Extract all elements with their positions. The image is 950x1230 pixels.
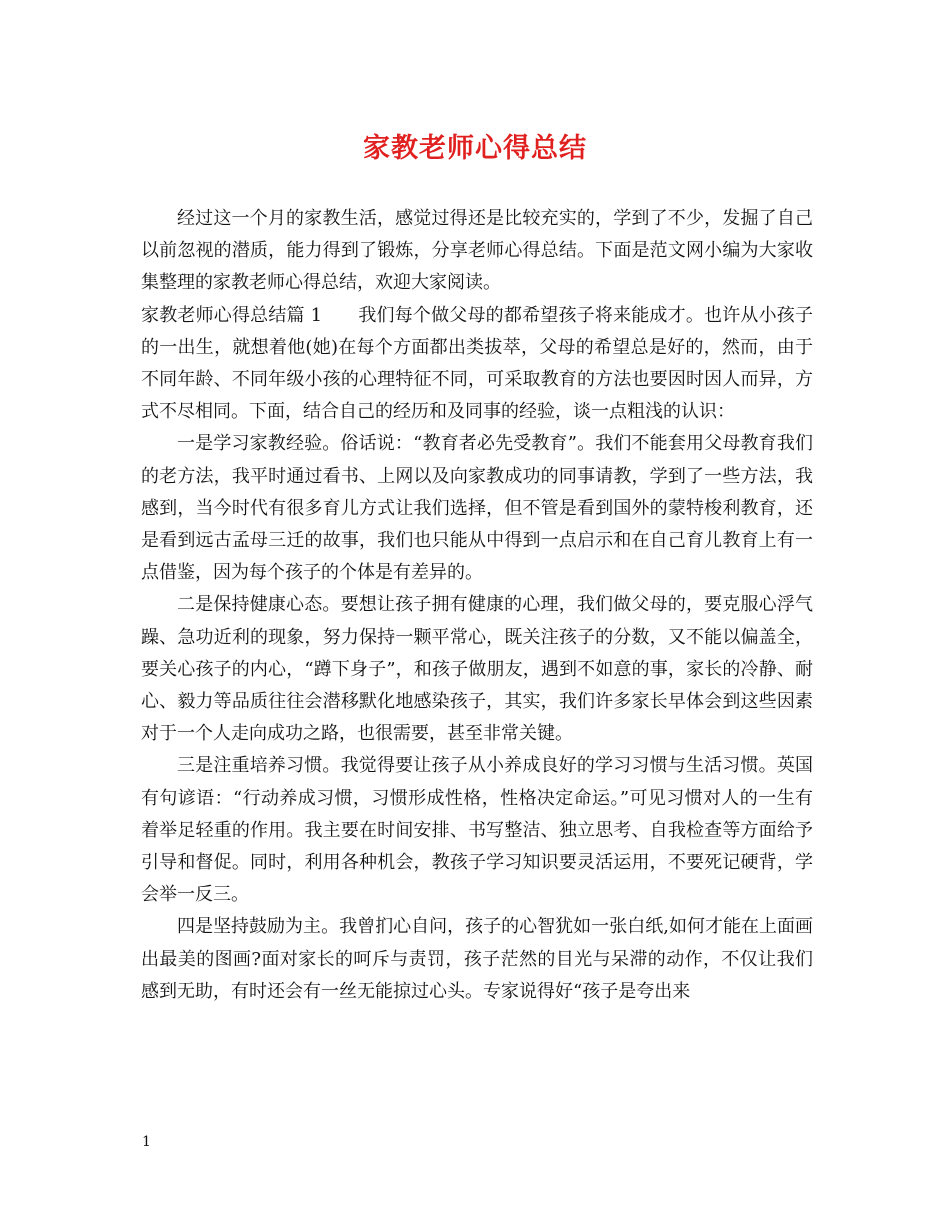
body-paragraph-1: 一是学习家教经验。俗话说：“教育者必先受教育”。我们不能套用父母教育我们的老方法，我平时通过看书、上网以及向家教成功的同事请教，学到了一些方法，我感到，当今时代有很多育儿方式让我们选择，但不管是看到国外的蒙特梭利教育，还是看到远古孟母三迁的故事，我们也只能从中得到一点启示和在自己育儿教育上有一点借鉴，因为每个孩子的个体是有差异的。	[141, 433, 813, 584]
intro-paragraph: 经过这一个月的家教生活，感觉过得还是比较充实的，学到了不少，发掘了自己以前忽视的潜质，能力得到了锻炼，分享老师心得总结。下面是范文网小编为大家收集整理的家教老师心得总结，欢迎大家阅读。	[141, 208, 813, 294]
body-paragraph-4: 四是坚持鼓励为主。我曾扪心自问，孩子的心智犹如一张白纸,如何才能在上面画出最美的图画?面对家长的呵斥与责罚，孩子茫然的目光与呆滞的动作，不仅让我们感到无助，有时还会有一丝无能掠过心头。专家说得好“孩子是夸出来	[141, 916, 813, 1002]
section-heading: 家教老师心得总结篇 1	[141, 304, 323, 326]
body-paragraph-3: 三是注重培养习惯。我觉得要让孩子从小养成良好的学习习惯与生活习惯。英国有句谚语：“行动养成习惯，习惯形成性格，性格决定命运。”可见习惯对人的一生有着举足轻重的作用。我主要在时间安排、书写整洁、独立思考、自我检查等方面给予引导和督促。同时，利用各种机会，教孩子学习知识要灵活运用，不要死记硬背，学会举一反三。	[141, 755, 813, 906]
document-title: 家教老师心得总结	[363, 133, 587, 164]
body-paragraph-2: 二是保持健康心态。要想让孩子拥有健康的心理，我们做父母的，要克服心浮气躁、急功近利的现象，努力保持一颗平常心，既关注孩子的分数，又不能以偏盖全，要关心孩子的内心，“蹲下身子”，和孩子做朋友，遇到不如意的事，家长的冷静、耐心、毅力等品质往往会潜移默化地感染孩子，其实，我们许多家长早体会到这些因素对于一个人走向成功之路，也很需要，甚至非常关键。	[141, 594, 813, 745]
section-paragraph	[141, 300, 813, 429]
section-intro-text: 我们每个做父母的都希望孩子将来能成才。也许从小孩子的一出生，就想着他(她)在每个方面都出类拔萃，父母的希望总是好的，然而，由于不同年龄、不同年级小孩的心理特征不同，可采取教育的方法也要因时因人而异，方式不尽相同。下面，结合自己的经历和及同事的经验，谈一点粗浅的认识：	[141, 304, 813, 423]
document-body	[141, 203, 813, 1008]
page-number: 1	[142, 1134, 151, 1150]
